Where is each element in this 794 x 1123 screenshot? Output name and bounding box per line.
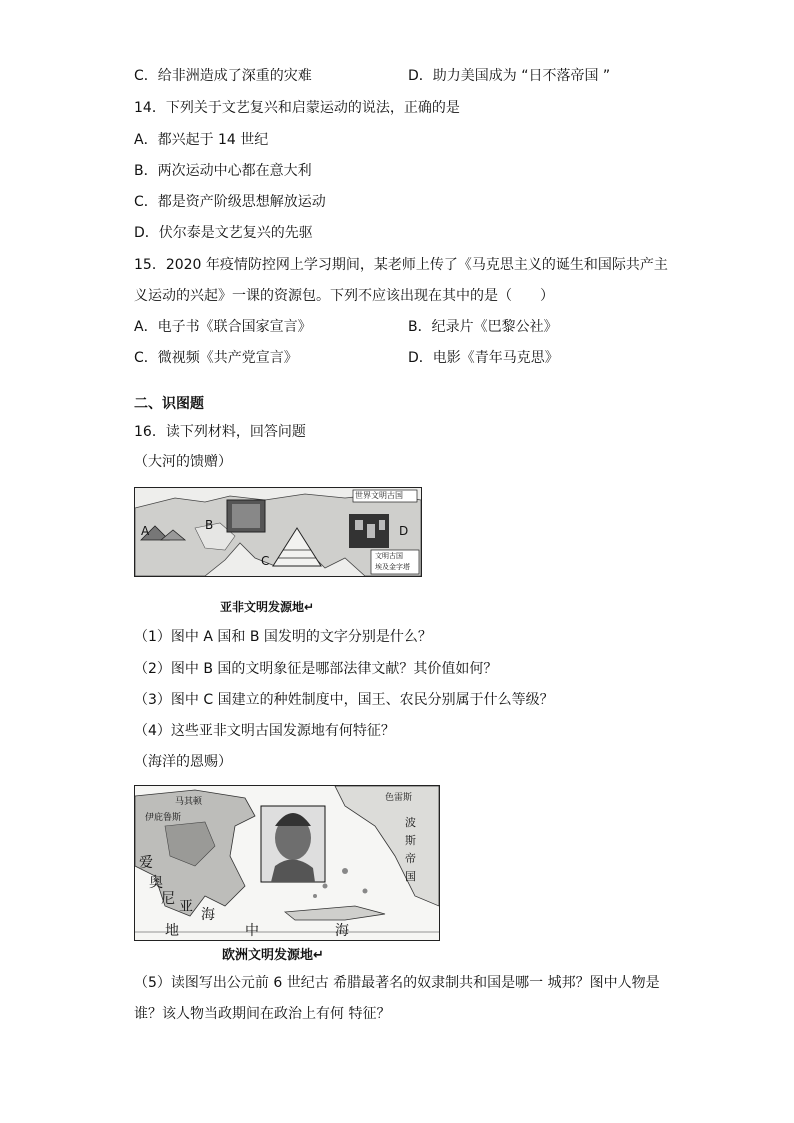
q16-sub5-line2: 谁？该人物当政期间在政治上有何 特征？ xyxy=(134,1006,391,1022)
map2-label-epirus: 伊庇鲁斯 xyxy=(145,813,182,823)
part2-title: （海洋的恩赐） xyxy=(134,754,232,770)
map1-label-d: D xyxy=(399,524,409,538)
q16-sub4: （4）这些亚非文明古国发源地有何特征？ xyxy=(134,723,395,739)
q14-option-c: C．都是资产阶级思想解放运动 xyxy=(134,194,326,210)
map1-label-a: A xyxy=(141,524,150,538)
map2-label-med-3: 海 xyxy=(335,923,349,939)
map2-label-ionian-1: 爱 xyxy=(139,855,153,871)
map2-label-ionian-2: 奥 xyxy=(149,875,163,891)
map2-label-macedonia: 马其顿 xyxy=(175,797,203,807)
map1-legend-title: 世界文明古国 xyxy=(355,491,403,500)
q16-sub5-line1: （5）读图写出公元前 6 世纪古 希腊最著名的奴隶制共和国是哪一 城邦？图中人物是 xyxy=(134,975,660,991)
map2-label-persia-4: 国 xyxy=(405,870,416,883)
section-title: 二、识图题 xyxy=(134,396,204,412)
map1-label-b: B xyxy=(205,518,214,532)
map2-label-persia-1: 波 xyxy=(405,816,416,829)
map1-label-c: C xyxy=(261,554,270,568)
q14-option-d: D．伏尔泰是文艺复兴的先驱 xyxy=(134,225,313,241)
q14-stem: 14．下列关于文艺复兴和启蒙运动的说法，正确的是 xyxy=(134,100,460,116)
map1-legend-item-2: 埃及金字塔 xyxy=(375,563,410,571)
map2-label-thrace: 色雷斯 xyxy=(385,793,413,803)
q15-stem-line2: 义运动的兴起》一课的资源包。下列不应该出现在其中的是（ ） xyxy=(134,288,554,304)
map2-label-ionian-4: 亚 xyxy=(179,899,193,915)
map-asia-africa xyxy=(134,487,422,577)
map2-label-ionian-3: 尼 xyxy=(161,891,175,907)
q15-option-b: B．纪录片《巴黎公社》 xyxy=(408,319,558,335)
map2-label-persia-3: 帝 xyxy=(405,852,416,865)
map2-caption: 欧洲文明发源地↵ xyxy=(222,948,324,963)
part1-title: （大河的馈赠） xyxy=(134,454,232,470)
q15-option-c: C．微视频《共产党宣言》 xyxy=(134,350,298,366)
q16-stem: 16．读下列材料，回答问题 xyxy=(134,424,306,440)
q13-option-d: D．助力美国成为 “日不落帝国 ” xyxy=(408,68,611,84)
map2-label-med-1: 地 xyxy=(165,923,179,939)
map2-label-med-2: 中 xyxy=(245,923,259,939)
map2-label-persia-2: 斯 xyxy=(405,834,416,847)
q16-sub3: （3）图中 C 国建立的种姓制度中，国王、农民分别属于什么等级？ xyxy=(134,692,554,708)
map2-label-ionian-5: 海 xyxy=(201,907,215,923)
q16-sub1: （1）图中 A 国和 B 国发明的文字分别是什么？ xyxy=(134,629,432,645)
q13-option-c: C．给非洲造成了深重的灾难 xyxy=(134,68,312,84)
q14-option-a: A．都兴起于 14 世纪 xyxy=(134,132,269,148)
q16-sub2: （2）图中 B 国的文明象征是哪部法律文献？其价值如何？ xyxy=(134,661,498,677)
map1-caption: 亚非文明发源地↵ xyxy=(220,600,315,614)
q15-option-d: D．电影《青年马克思》 xyxy=(408,350,559,366)
map-europe-greece xyxy=(134,785,440,941)
map1-legend-item-1: 文明古国 xyxy=(375,552,403,560)
q15-stem-line1: 15．2020 年疫情防控网上学习期间，某老师上传了《马克思主义的诞生和国际共产主 xyxy=(134,257,668,273)
q14-option-b: B．两次运动中心都在意大利 xyxy=(134,163,312,179)
q15-option-a: A．电子书《联合国家宣言》 xyxy=(134,319,312,335)
